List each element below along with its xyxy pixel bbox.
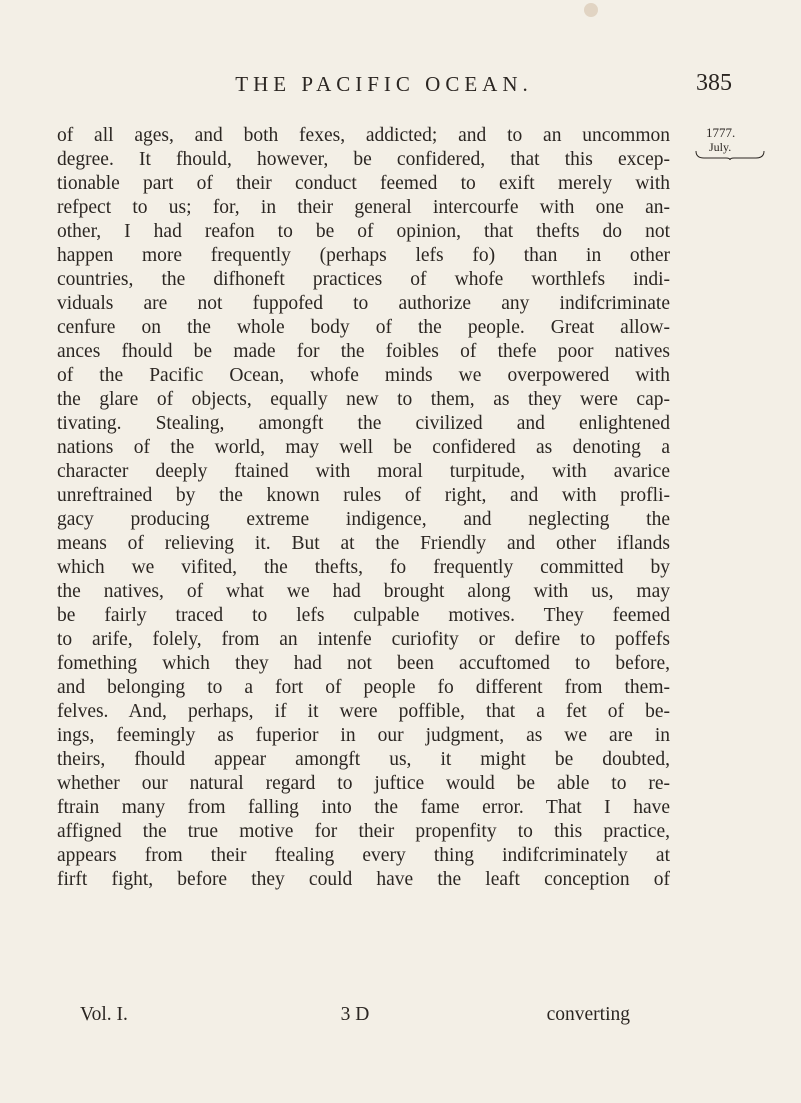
text-line: fomething which they had not been accuftomed to before,	[57, 653, 670, 674]
text-line: theirs, fhould appear amongft us, it might be doubted,	[57, 749, 670, 770]
text-line: affigned the true motive for their propenfity to this practice,	[57, 821, 670, 842]
text-line: and belonging to a fort of people fo different from them-	[57, 677, 670, 698]
text-line: character deeply ftained with moral turpitude, with avarice	[57, 461, 670, 482]
text-line: means of relieving it. But at the Friendly and other iflands	[57, 533, 670, 554]
text-line: gacy producing extreme indigence, and neglecting the	[57, 509, 670, 530]
text-line: degree. It fhould, however, be confidered, that this excep-	[57, 149, 670, 170]
text-line: be fairly traced to lefs culpable motives. They feemed	[57, 605, 670, 626]
text-line: of the Pacific Ocean, whofe minds we overpowered with	[57, 365, 670, 386]
margin-brace	[694, 150, 766, 160]
text-line: tionable part of their conduct feemed to exift merely with	[57, 173, 670, 194]
text-line: whether our natural regard to juftice would be able to re-	[57, 773, 670, 794]
ink-spot	[584, 3, 598, 17]
page-number: 385	[696, 70, 732, 96]
text-line: countries, the difhoneft practices of whofe worthlefs indi-	[57, 269, 670, 290]
text-line: ings, feemingly as fuperior in our judgment, as we are in	[57, 725, 670, 746]
page-footer	[80, 1003, 630, 1027]
body-text	[57, 124, 670, 892]
text-line: appears from their ftealing every thing indifcriminately at	[57, 845, 670, 866]
signature-mark: 3 D	[340, 1004, 370, 1025]
text-line: of all ages, and both fexes, addicted; and to an uncommon	[57, 125, 670, 146]
margin-note-year: 1777.	[706, 125, 736, 140]
text-line: refpect to us; for, in their general intercourfe with one an-	[57, 197, 670, 218]
text-line: ftrain many from falling into the fame error. That I have	[57, 797, 670, 818]
volume-label: Vol. I.	[80, 1004, 128, 1025]
text-line: to arife, folely, from an intenfe curiofity or defire to poffefs	[57, 629, 670, 650]
text-line: which we vifited, the thefts, fo frequently committed by	[57, 557, 670, 578]
text-line: other, I had reafon to be of opinion, that thefts do not	[57, 221, 670, 242]
running-head: THE PACIFIC OCEAN.	[235, 72, 533, 96]
catchword: converting	[546, 1004, 630, 1025]
text-line: ances fhould be made for the foibles of thefe poor natives	[57, 341, 670, 362]
text-line: the glare of objects, equally new to them, as they were cap-	[57, 389, 670, 410]
text-line: happen more frequently (perhaps lefs fo) than in other	[57, 245, 670, 266]
text-line: cenfure on the whole body of the people. Great allow-	[57, 317, 670, 338]
text-line: tivating. Stealing, amongft the civilized and enlightened	[57, 413, 670, 434]
text-line: viduals are not fuppofed to authorize any indifcriminate	[57, 293, 670, 314]
text-line: unreftrained by the known rules of right, and with profli-	[57, 485, 670, 506]
text-line: nations of the world, may well be confidered as denoting a	[57, 437, 670, 458]
text-line: the natives, of what we had brought along with us, may	[57, 581, 670, 602]
text-line: firft fight, before they could have the leaft conception of	[57, 869, 670, 890]
margin-note-month: July.	[709, 140, 732, 154]
text-line: felves. And, perhaps, if it were poffible, that a fet of be-	[57, 701, 670, 722]
